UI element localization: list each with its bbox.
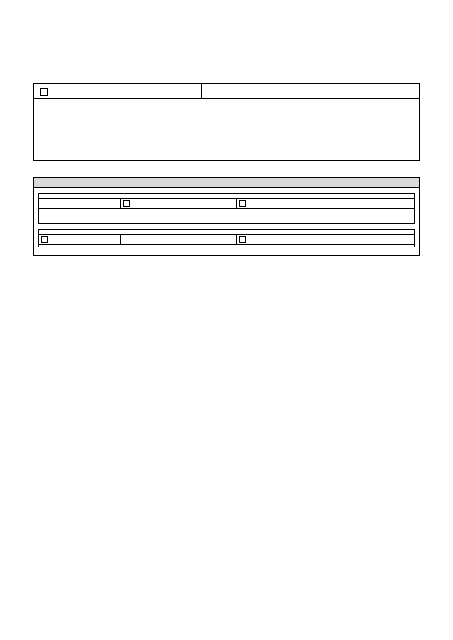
submitter-info-table — [33, 83, 420, 161]
verband-cell — [202, 84, 420, 99]
question-block — [38, 193, 415, 224]
checkbox[interactable] — [239, 200, 246, 207]
option-keine-stellungnahme[interactable] — [237, 199, 414, 208]
option-keine-stellungnahme[interactable] — [237, 235, 414, 244]
absender-cell[interactable] — [34, 99, 420, 161]
question-text — [39, 194, 414, 199]
answer-options — [39, 199, 414, 209]
remarks-field[interactable] — [39, 209, 414, 223]
questionnaire-table — [33, 177, 420, 256]
question-block — [38, 229, 415, 247]
kanton-checkbox[interactable] — [40, 88, 48, 96]
kanton-cell — [34, 84, 202, 99]
answer-options — [39, 235, 414, 245]
question-text — [39, 230, 414, 235]
option-nein[interactable] — [121, 235, 237, 244]
option-ja[interactable] — [39, 235, 121, 244]
checkbox[interactable] — [239, 236, 246, 243]
checkbox[interactable] — [123, 200, 130, 207]
option-ja[interactable] — [39, 199, 121, 208]
option-nein[interactable] — [121, 199, 237, 208]
checkbox[interactable] — [41, 236, 48, 243]
remarks-field[interactable] — [39, 245, 414, 247]
subsection-header — [34, 178, 419, 188]
section-heading — [33, 165, 55, 176]
